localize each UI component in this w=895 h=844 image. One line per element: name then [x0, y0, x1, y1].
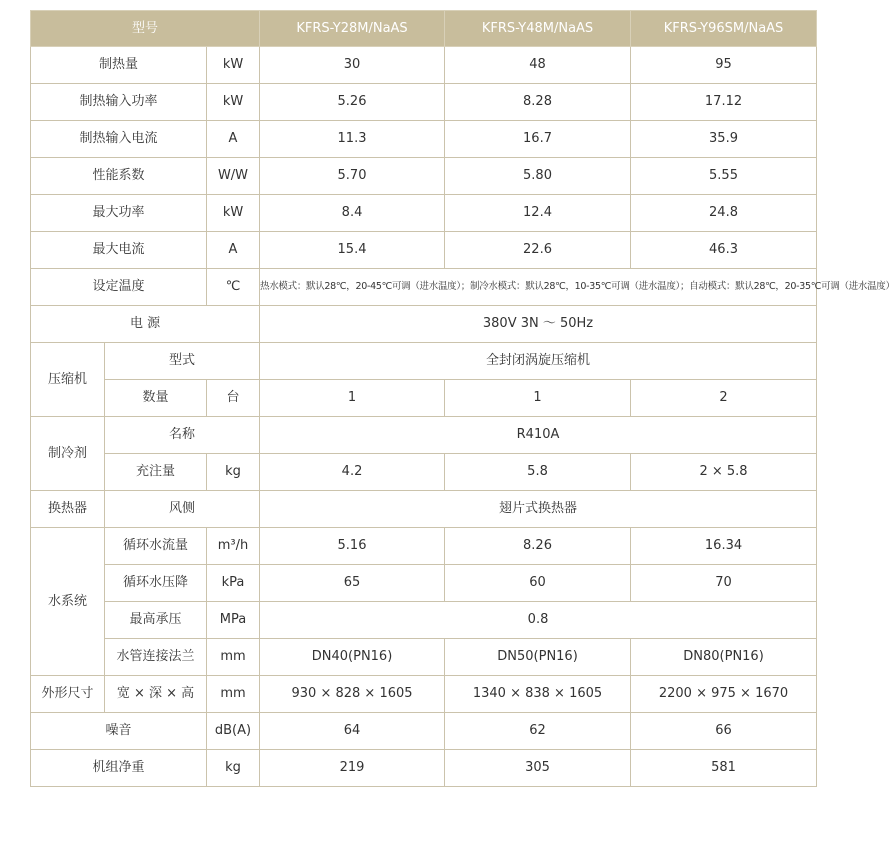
- cell-value: 2200 × 975 × 1670: [631, 676, 817, 713]
- row-label: 制热输入电流: [31, 121, 207, 158]
- row-heating-input-power: [31, 84, 817, 121]
- spec-table: [30, 10, 895, 787]
- cell-value: 16.7: [445, 121, 631, 158]
- row-compressor-type: [31, 343, 817, 380]
- cell-value: 1: [445, 380, 631, 417]
- group-label: 压缩机: [31, 343, 105, 417]
- row-water-flow: [31, 528, 817, 565]
- cell-value: 全封闭涡旋压缩机: [260, 343, 817, 380]
- cell-value: 66: [631, 713, 817, 750]
- cell-value: 64: [260, 713, 445, 750]
- cell-value: 翅片式换热器: [260, 491, 817, 528]
- row-heating-input-current: [31, 121, 817, 158]
- cell-value: 2: [631, 380, 817, 417]
- cell-value: 2 × 5.8: [631, 454, 817, 491]
- row-unit: W/W: [207, 158, 260, 195]
- row-refrigerant-name: [31, 417, 817, 454]
- cell-value: 4.2: [260, 454, 445, 491]
- row-label: 最大电流: [31, 232, 207, 269]
- row-unit: kW: [207, 195, 260, 232]
- row-max-power: [31, 195, 817, 232]
- cell-value: DN50(PN16): [445, 639, 631, 676]
- row-unit: kW: [207, 84, 260, 121]
- cell-value: 62: [445, 713, 631, 750]
- cell-value: 5.80: [445, 158, 631, 195]
- group-label: 制冷剂: [31, 417, 105, 491]
- cell-value: 5.26: [260, 84, 445, 121]
- cell-value: 35.9: [631, 121, 817, 158]
- row-label: 噪音: [31, 713, 207, 750]
- row-label: 机组净重: [31, 750, 207, 787]
- cell-value: 8.28: [445, 84, 631, 121]
- cell-value: 5.16: [260, 528, 445, 565]
- set-temperature-note: 热水模式：默认28℃，20-45℃可调（进水温度）；制冷水模式：默认28℃，10-35℃可调（进水温度）；自动模式：默认28℃，20-35℃可调（进水温度）: [260, 269, 817, 306]
- row-label: 最大功率: [31, 195, 207, 232]
- row-water-max-pressure: [31, 602, 817, 639]
- row-label: 充注量: [105, 454, 207, 491]
- cell-value: 0.8: [260, 602, 817, 639]
- row-dimensions: [31, 676, 817, 713]
- row-noise: [31, 713, 817, 750]
- row-unit: kg: [207, 750, 260, 787]
- cell-value: DN40(PN16): [260, 639, 445, 676]
- header-model-label: 型号: [31, 11, 260, 47]
- row-label: 名称: [105, 417, 260, 454]
- row-label: 循环水压降: [105, 565, 207, 602]
- row-net-weight: [31, 750, 817, 787]
- cell-value: 1: [260, 380, 445, 417]
- header-model-2: KFRS-Y48M/NaAS: [445, 11, 631, 47]
- cell-value: 15.4: [260, 232, 445, 269]
- row-heat-exchanger: [31, 491, 817, 528]
- row-water-flange: [31, 639, 817, 676]
- row-unit: MPa: [207, 602, 260, 639]
- row-water-pressure-drop: [31, 565, 817, 602]
- row-refrigerant-charge: [31, 454, 817, 491]
- row-unit: kW: [207, 47, 260, 84]
- cell-value: 930 × 828 × 1605: [260, 676, 445, 713]
- row-label: 水管连接法兰: [105, 639, 207, 676]
- cell-value: 16.34: [631, 528, 817, 565]
- row-unit: kPa: [207, 565, 260, 602]
- cell-value: 17.12: [631, 84, 817, 121]
- cell-value: 70: [631, 565, 817, 602]
- cell-value: 581: [631, 750, 817, 787]
- cell-value: 8.4: [260, 195, 445, 232]
- cell-value: 5.70: [260, 158, 445, 195]
- row-label: 制热输入功率: [31, 84, 207, 121]
- row-label: 电 源: [31, 306, 260, 343]
- row-cop: [31, 158, 817, 195]
- row-unit: mm: [207, 676, 260, 713]
- row-label: 型式: [105, 343, 260, 380]
- row-unit: kg: [207, 454, 260, 491]
- cell-value: 380V 3N ～ 50Hz: [260, 306, 817, 343]
- row-unit: mm: [207, 639, 260, 676]
- row-unit: 台: [207, 380, 260, 417]
- cell-value: 5.8: [445, 454, 631, 491]
- group-label: 换热器: [31, 491, 105, 528]
- cell-value: 60: [445, 565, 631, 602]
- cell-value: 48: [445, 47, 631, 84]
- row-heating-capacity: [31, 47, 817, 84]
- header-row: [31, 11, 817, 47]
- header-model-1: KFRS-Y28M/NaAS: [260, 11, 445, 47]
- row-compressor-count: [31, 380, 817, 417]
- row-unit: dB(A): [207, 713, 260, 750]
- row-label: 性能系数: [31, 158, 207, 195]
- row-label: 循环水流量: [105, 528, 207, 565]
- row-label: 风侧: [105, 491, 260, 528]
- group-label: 外形尺寸: [31, 676, 105, 713]
- cell-value: 8.26: [445, 528, 631, 565]
- row-unit: ℃: [207, 269, 260, 306]
- row-set-temperature: [31, 269, 817, 306]
- group-label: 水系统: [31, 528, 105, 676]
- row-unit: A: [207, 121, 260, 158]
- cell-value: 1340 × 838 × 1605: [445, 676, 631, 713]
- row-label: 设定温度: [31, 269, 207, 306]
- row-label: 最高承压: [105, 602, 207, 639]
- cell-value: 95: [631, 47, 817, 84]
- row-label: 制热量: [31, 47, 207, 84]
- cell-value: DN80(PN16): [631, 639, 817, 676]
- row-label: 数量: [105, 380, 207, 417]
- cell-value: 12.4: [445, 195, 631, 232]
- cell-value: 46.3: [631, 232, 817, 269]
- cell-value: R410A: [260, 417, 817, 454]
- row-max-current: [31, 232, 817, 269]
- header-model-3: KFRS-Y96SM/NaAS: [631, 11, 817, 47]
- row-unit: m³/h: [207, 528, 260, 565]
- cell-value: 11.3: [260, 121, 445, 158]
- cell-value: 22.6: [445, 232, 631, 269]
- row-power-supply: [31, 306, 817, 343]
- cell-value: 24.8: [631, 195, 817, 232]
- cell-value: 65: [260, 565, 445, 602]
- row-label: 宽 × 深 × 高: [105, 676, 207, 713]
- cell-value: 305: [445, 750, 631, 787]
- cell-value: 5.55: [631, 158, 817, 195]
- cell-value: 30: [260, 47, 445, 84]
- cell-value: 219: [260, 750, 445, 787]
- row-unit: A: [207, 232, 260, 269]
